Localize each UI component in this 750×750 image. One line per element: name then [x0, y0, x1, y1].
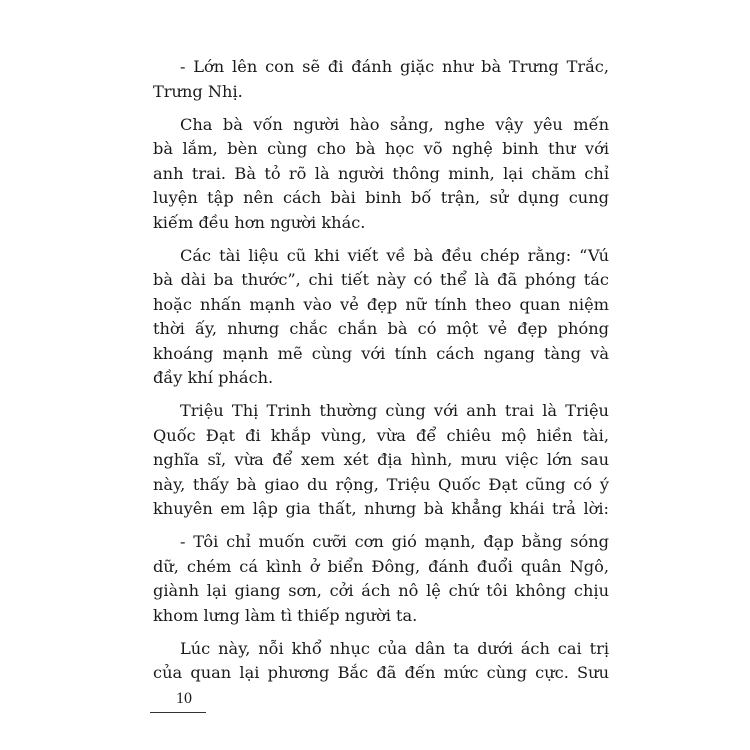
text-line: giành lại giang sơn, cởi ách nô lệ chứ tôi không chịu [153, 581, 609, 600]
text-line: anh trai. Bà tỏ rõ là người thông minh, lại chăm chỉ [153, 163, 609, 183]
text-line: khoáng mạnh mẽ cùng với tính cách ngang tàng và [153, 343, 609, 363]
book-page-body [153, 55, 609, 694]
text-line: - Tôi chỉ muốn cưỡi cơn gió mạnh, đạp bằng sóng [180, 532, 609, 551]
text-line: bà lắm, bèn cùng cho bà học võ nghệ binh thư với [153, 139, 609, 158]
text-line: Cha bà vốn người hào sảng, nghe vậy yêu mến [180, 114, 609, 134]
text-line: Quốc Đạt đi khắp vùng, vừa để chiêu mộ hiền tài, [153, 425, 609, 445]
paragraph [153, 244, 609, 391]
text-line: này, thấy bà giao du rộng, Triệu Quốc Đạt cũng có ý [153, 474, 609, 494]
text-line: Các tài liệu cũ khi viết về bà đều chép rằng: “Vú [180, 245, 609, 265]
text-line: kiếm đều hơn người khác. [153, 212, 366, 232]
text-line: nghĩa sĩ, vừa để xem xét địa hình, mưu việc lớn sau [153, 450, 609, 469]
paragraph [153, 113, 609, 236]
paragraph [153, 55, 609, 104]
text-line: luyện tập nên cách bài binh bố trận, sử dụng cung [153, 188, 609, 207]
text-line: của quan lại phương Bắc đã đến mức cùng cực. Sưu [153, 663, 609, 682]
paragraph [153, 399, 609, 522]
paragraph [153, 530, 609, 628]
text-line: hoặc nhấn mạnh vào vẻ đẹp nữ tính theo quan niệm [153, 294, 609, 314]
text-line: dữ, chém cá kình ở biển Đông, đánh đuổi quân Ngô, [153, 556, 609, 576]
text-line: - Lớn lên con sẽ đi đánh giặc như bà Trưng Trắc, [180, 57, 609, 76]
text-line: thời ấy, nhưng chắc chắn bà có một vẻ đẹp phóng [153, 319, 609, 338]
text-line: Lúc này, nỗi khổ nhục của dân ta dưới ách cai trị [180, 638, 609, 658]
text-line: Trưng Nhị. [153, 81, 243, 101]
text-line: khom lưng làm tì thiếp người ta. [153, 605, 418, 625]
page-number-rule [150, 712, 206, 713]
text-line: khuyên em lập gia thất, nhưng bà khẳng khái trả lời: [153, 499, 609, 518]
text-line: đầy khí phách. [153, 368, 274, 387]
page-number: 10 [176, 690, 192, 707]
paragraph [153, 637, 609, 686]
text-line: Triệu Thị Trinh thường cùng với anh trai là Triệu [180, 401, 609, 420]
text-line: bà dài ba thước”, chi tiết này có thể là đã phóng tác [153, 270, 609, 289]
